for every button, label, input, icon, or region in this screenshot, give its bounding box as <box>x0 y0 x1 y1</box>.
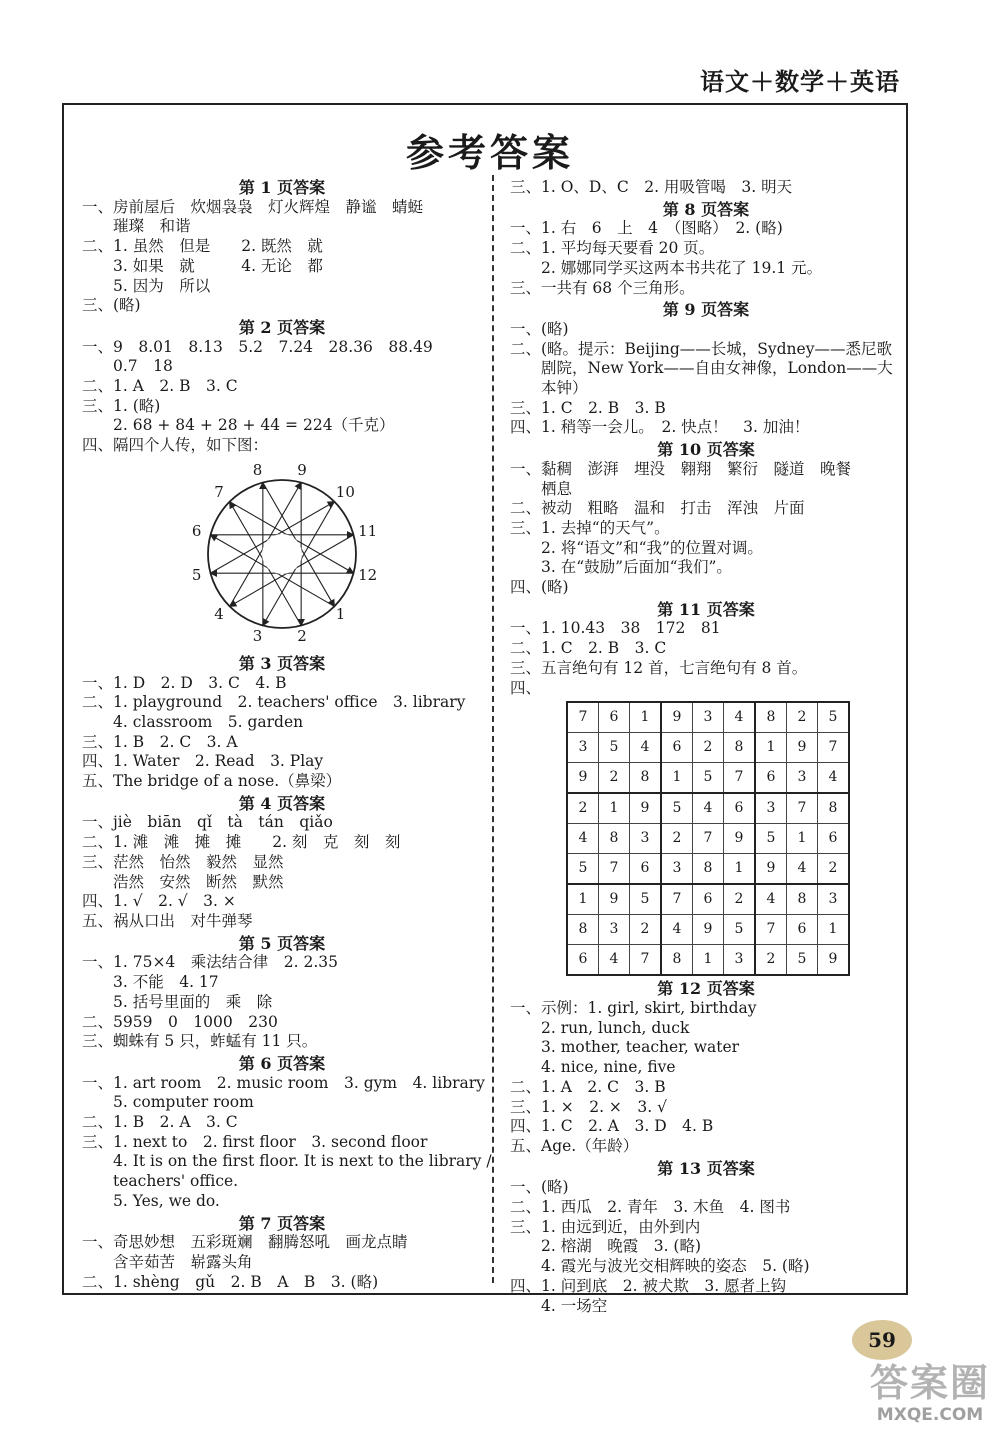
sudoku-cell: 2 <box>599 763 630 794</box>
watermark <box>870 1352 990 1425</box>
star-number: 1 <box>335 604 346 623</box>
sudoku-cell: 7 <box>661 884 693 915</box>
sudoku-cell: 6 <box>630 854 662 885</box>
sudoku-cell: 7 <box>755 915 787 945</box>
page-title: 参考答案 <box>405 131 574 175</box>
answer-line: 含辛茹苦 崭露头角 <box>82 1252 253 1271</box>
sudoku-cell: 2 <box>693 733 724 763</box>
answer-line: 四、1. C 2. A 3. D 4. B <box>510 1117 714 1136</box>
sudoku-cell: 4 <box>755 884 787 915</box>
sudoku-cell: 8 <box>787 884 818 915</box>
subject-title: 语文＋数学＋英语 <box>700 68 900 96</box>
star-diagram <box>82 456 482 652</box>
sudoku-cell: 2 <box>787 702 818 733</box>
answer-line: 二、1. shèng gǔ 2. B A B 3. (略) <box>82 1272 379 1291</box>
sudoku-cell: 7 <box>787 793 818 824</box>
answer-line: 一、1. 75×4 乘法结合律 2. 2.35 <box>82 953 339 972</box>
answer-section <box>82 794 482 932</box>
answer-line: 二、1. 虽然 但是 2. 既然 就 <box>82 237 323 256</box>
sudoku-cell: 5 <box>630 884 662 915</box>
sudoku-cell: 3 <box>599 915 630 945</box>
sudoku-cell: 8 <box>630 763 662 794</box>
sudoku-cell: 7 <box>630 945 662 976</box>
sudoku-cell: 9 <box>567 763 599 794</box>
answer-section <box>82 1214 482 1293</box>
answer-line: 三、一共有 68 个三角形。 <box>510 278 695 297</box>
sudoku-grid <box>566 701 850 976</box>
answer-line: 三、五言绝句有 12 首，七言绝句有 8 首。 <box>510 658 808 677</box>
sudoku-cell: 7 <box>724 763 756 794</box>
answer-line: 3. 不能 4. 17 <box>82 973 219 992</box>
section-heading: 第 1 页答案 <box>238 178 326 197</box>
sudoku-row <box>567 793 849 824</box>
answer-line: 2. 榕湖 晚霞 3. (略) <box>510 1237 702 1256</box>
answer-line: 3. 如果 就 4. 无论 都 <box>82 256 323 275</box>
sudoku-cell: 4 <box>818 763 850 794</box>
sudoku-cell: 2 <box>724 884 756 915</box>
section-heading: 第 6 页答案 <box>238 1053 326 1073</box>
answer-line: 五、祸从口出 对牛弹琴 <box>82 911 253 930</box>
sudoku-cell: 9 <box>693 915 724 945</box>
answer-line: 一、奇思妙想 五彩斑斓 翻腾怒吼 画龙点睛 <box>82 1233 408 1252</box>
answer-line: 0.7 18 <box>82 357 173 376</box>
sudoku-cell: 9 <box>630 793 662 824</box>
answer-section <box>82 1053 492 1212</box>
sudoku-cell: 5 <box>693 763 724 794</box>
answer-line: 三、茫然 怡然 毅然 显然 <box>82 852 284 871</box>
answer-section <box>510 200 902 299</box>
star-number: 10 <box>335 483 355 502</box>
star-number: 3 <box>252 626 263 645</box>
answer-line: 一、1. 10.43 38 172 81 <box>510 619 721 638</box>
sudoku-cell: 3 <box>787 763 818 794</box>
sudoku-cell: 4 <box>567 824 599 854</box>
sudoku-cell: 9 <box>599 884 630 915</box>
answer-line: 5. 括号里面的 乘 除 <box>82 992 273 1011</box>
sudoku-cell: 6 <box>567 945 599 976</box>
sudoku-cell: 9 <box>755 854 787 885</box>
sudoku-cell: 6 <box>661 733 693 763</box>
answer-line: 三、1. 去掉“的天气”。 <box>510 518 670 537</box>
answer-line: teachers' office. <box>82 1172 239 1191</box>
answer-line: 一、1. art room 2. music room 3. gym 4. library <box>82 1073 485 1092</box>
answer-line: 四、1. 问到底 2. 被犬欺 3. 愿者上钩 <box>510 1276 787 1295</box>
answer-line: 2. run, lunch, duck <box>510 1018 690 1037</box>
answer-line: 2. 68 + 84 + 28 + 44 = 224（千克） <box>82 416 395 435</box>
answer-line: 三、蜘蛛有 5 只，蚱蜢有 11 只。 <box>82 1032 318 1051</box>
star-number: 11 <box>358 521 378 540</box>
answer-section <box>82 318 482 652</box>
sudoku-cell: 4 <box>599 945 630 976</box>
answer-section <box>510 440 902 598</box>
answer-line: 二、被动 粗略 温和 打击 浑浊 片面 <box>510 499 805 518</box>
answer-line: 二、1. playground 2. teachers' office 3. library <box>82 693 466 712</box>
section-heading: 第 4 页答案 <box>238 793 326 813</box>
star-number: 4 <box>214 604 224 623</box>
section-heading: 第 7 页答案 <box>238 1213 326 1233</box>
answer-line: 4. nice, nine, five <box>510 1058 676 1077</box>
sudoku-row <box>567 702 849 733</box>
sudoku-cell: 3 <box>661 854 693 885</box>
sudoku-cell: 6 <box>724 793 756 824</box>
sudoku-cell: 7 <box>567 702 599 733</box>
answer-line: 本钟） <box>510 379 588 398</box>
watermark-logo: 答案圈 <box>870 1361 991 1405</box>
sudoku-cell: 3 <box>630 824 662 854</box>
answer-line: 一、(略) <box>510 319 569 338</box>
sudoku-cell: 8 <box>818 793 850 824</box>
star-number: 5 <box>191 566 202 585</box>
sudoku-cell: 8 <box>693 854 724 885</box>
sudoku-cell: 6 <box>693 884 724 915</box>
answer-line: 二、1. 平均每天要看 20 页。 <box>510 239 715 258</box>
answer-line: 4. It is on the first floor. It is next to the library / <box>82 1152 492 1171</box>
section-heading: 第 5 页答案 <box>238 933 326 953</box>
sudoku-cell: 1 <box>599 793 630 824</box>
sudoku-cell: 5 <box>567 854 599 885</box>
answer-line: 4. 一场空 <box>510 1296 608 1315</box>
answer-section <box>510 300 902 438</box>
sudoku-cell: 7 <box>599 854 630 885</box>
answer-line: 3. mother, teacher, water <box>510 1038 740 1057</box>
sudoku-cell: 5 <box>724 915 756 945</box>
answer-line: 二、1. A 2. B 3. C <box>82 377 238 396</box>
sudoku-cell: 2 <box>661 824 693 854</box>
sudoku-row <box>567 854 849 885</box>
sudoku-cell: 6 <box>599 702 630 733</box>
sudoku-row <box>567 945 849 976</box>
sudoku-cell: 6 <box>787 915 818 945</box>
page-number: 59 <box>852 1320 912 1360</box>
answer-line: 一、房前屋后 炊烟袅袅 灯火辉煌 静谧 蜻蜓 <box>82 197 424 216</box>
sudoku-cell: 9 <box>724 824 756 854</box>
answer-line: 三、1. O、D、C 2. 用吸管喝 3. 明天 <box>510 178 793 196</box>
star-number: 6 <box>191 521 202 540</box>
right-column <box>510 176 902 1318</box>
answer-line: 栖息 <box>510 479 573 498</box>
answer-line: 三、1. next to 2. first floor 3. second floor <box>82 1132 428 1151</box>
sudoku-row <box>567 763 849 794</box>
sudoku-cell: 9 <box>661 702 693 733</box>
sudoku-cell: 9 <box>818 945 850 976</box>
answer-line: 一、9 8.01 8.13 5.2 7.24 28.36 88.49 <box>82 337 433 356</box>
sudoku-cell: 8 <box>567 915 599 945</box>
sudoku-cell: 1 <box>630 702 662 733</box>
star-number: 9 <box>297 460 307 479</box>
answer-section <box>510 600 902 977</box>
answer-line: 二、1. C 2. B 3. C <box>510 639 667 658</box>
sudoku-row <box>567 824 849 854</box>
answer-line: 三、1. × 2. × 3. √ <box>510 1097 667 1116</box>
answer-line: 2. 将“语文”和“我”的位置对调。 <box>510 538 763 557</box>
answer-line: 二、1. B 2. A 3. C <box>82 1113 238 1132</box>
section-heading: 第 10 页答案 <box>657 440 755 460</box>
answer-line: 剧院，New York——自由女神像，London——大 <box>510 359 893 378</box>
sudoku-cell: 3 <box>693 702 724 733</box>
answer-line: 二、1. A 2. C 3. B <box>510 1077 666 1096</box>
answer-line: 5. computer room <box>82 1093 254 1112</box>
sudoku-cell: 8 <box>724 733 756 763</box>
sudoku-cell: 5 <box>787 945 818 976</box>
answer-line: 三、(略) <box>82 296 141 315</box>
answer-section <box>82 654 482 792</box>
sudoku-cell: 6 <box>818 824 850 854</box>
sudoku-cell: 2 <box>818 854 850 885</box>
column-divider <box>492 175 494 1283</box>
answer-line: 5. Yes, we do. <box>82 1191 220 1210</box>
answer-line: 四、(略) <box>510 578 569 597</box>
answer-line: 4. 霞光与波光交相辉映的姿态 5. (略) <box>510 1257 810 1276</box>
sudoku-cell: 5 <box>755 824 787 854</box>
answer-line: 3. 在“鼓励”后面加“我们”。 <box>510 558 732 577</box>
answer-section <box>82 934 482 1052</box>
answer-line: 二、(略。提示：Beijing——长城，Sydney——悉尼歌 <box>510 339 892 358</box>
sudoku-cell: 2 <box>755 945 787 976</box>
answer-line: 五、Age.（年龄） <box>510 1136 639 1155</box>
answer-section <box>510 979 902 1156</box>
section-heading: 第 8 页答案 <box>662 199 750 219</box>
left-column <box>82 176 492 1294</box>
sudoku-cell: 2 <box>567 793 599 824</box>
sudoku-cell: 4 <box>630 733 662 763</box>
section-heading: 第 12 页答案 <box>657 979 755 999</box>
answer-line: 二、5959 0 1000 230 <box>82 1012 278 1031</box>
answer-line: 二、1. 西瓜 2. 青年 3. 木鱼 4. 图书 <box>510 1198 791 1217</box>
sudoku-row <box>567 733 849 763</box>
answer-line: 三、1. B 2. C 3. A <box>82 732 238 751</box>
sudoku-cell: 8 <box>755 702 787 733</box>
answer-line: 三、1. (略) <box>82 396 161 415</box>
answer-line: 二、1. 滩 滩 摊 摊 2. 刻 克 刻 刻 <box>82 833 401 852</box>
sudoku-cell: 3 <box>818 884 850 915</box>
sudoku-row <box>567 915 849 945</box>
sudoku-cell: 1 <box>693 945 724 976</box>
sudoku-cell: 6 <box>755 763 787 794</box>
sudoku-cell: 1 <box>661 763 693 794</box>
answer-line: 4. classroom 5. garden <box>82 712 304 731</box>
star-center <box>262 534 302 574</box>
star-number: 12 <box>358 566 378 585</box>
sudoku-cell: 4 <box>693 793 724 824</box>
sudoku-cell: 5 <box>661 793 693 824</box>
answer-line: 三、1. C 2. B 3. B <box>510 398 666 417</box>
sudoku-cell: 8 <box>661 945 693 976</box>
sudoku-cell: 1 <box>755 733 787 763</box>
answer-line: 四、1. √ 2. √ 3. × <box>82 892 236 911</box>
answer-line: 四、 <box>510 678 542 697</box>
answer-line: 一、黏稠 澎湃 埋没 翱翔 繁衍 隧道 晚餐 <box>510 459 852 478</box>
answer-line: 一、jiè biān qǐ tà tán qiǎo <box>82 813 333 832</box>
section-heading: 第 2 页答案 <box>238 317 326 337</box>
answer-line: 5. 因为 所以 <box>82 276 211 295</box>
sudoku-cell: 4 <box>724 702 756 733</box>
sudoku-cell: 8 <box>599 824 630 854</box>
section-heading: 第 3 页答案 <box>238 653 326 673</box>
sudoku-cell: 5 <box>818 702 850 733</box>
answer-line: 三、1. 由远到近，由外到内 <box>510 1217 701 1236</box>
sudoku-row <box>567 884 849 915</box>
answer-line: 一、示例：1. girl, skirt, birthday <box>510 998 757 1017</box>
answer-line: 一、1. 右 6 上 4 （图略） 2. (略) <box>510 219 783 238</box>
star-number: 2 <box>297 626 307 645</box>
sudoku-cell: 4 <box>787 854 818 885</box>
section-heading: 第 11 页答案 <box>657 599 755 619</box>
sudoku-cell: 4 <box>661 915 693 945</box>
answer-line: 浩然 安然 断然 默然 <box>82 872 284 891</box>
answer-line: 2. 娜娜同学买这两本书共花了 19.1 元。 <box>510 258 823 277</box>
star-number: 8 <box>252 460 263 479</box>
sudoku-cell: 7 <box>818 733 850 763</box>
answer-line: 四、1. Water 2. Read 3. Play <box>82 752 324 771</box>
sudoku-cell: 1 <box>787 824 818 854</box>
sudoku-cell: 2 <box>630 915 662 945</box>
answer-line: 一、(略) <box>510 1178 569 1197</box>
answer-line: 四、1. 稍等一会儿。 2. 快点！ 3. 加油！ <box>510 418 810 437</box>
sudoku-cell: 5 <box>599 733 630 763</box>
sudoku-cell: 1 <box>567 884 599 915</box>
sudoku-cell: 3 <box>567 733 599 763</box>
answer-line: 四、隔四个人传，如下图： <box>82 436 269 455</box>
answer-section <box>510 178 902 198</box>
sudoku-cell: 1 <box>818 915 850 945</box>
star-number: 7 <box>214 483 224 502</box>
sudoku-cell: 7 <box>693 824 724 854</box>
sudoku-cell: 1 <box>724 854 756 885</box>
answer-line: 五、The bridge of a nose.（鼻梁） <box>82 772 342 791</box>
sudoku-cell: 3 <box>755 793 787 824</box>
sudoku-cell: 9 <box>787 733 818 763</box>
answer-section <box>510 1159 902 1317</box>
answer-line: 一、1. D 2. D 3. C 4. B <box>82 673 287 692</box>
section-heading: 第 13 页答案 <box>657 1158 755 1178</box>
answer-section <box>82 178 482 316</box>
answer-line: 璀璨 和谐 <box>82 217 191 236</box>
section-heading: 第 9 页答案 <box>662 300 750 320</box>
watermark-url: MXQE.COM <box>876 1405 984 1425</box>
sudoku-cell: 3 <box>724 945 756 976</box>
